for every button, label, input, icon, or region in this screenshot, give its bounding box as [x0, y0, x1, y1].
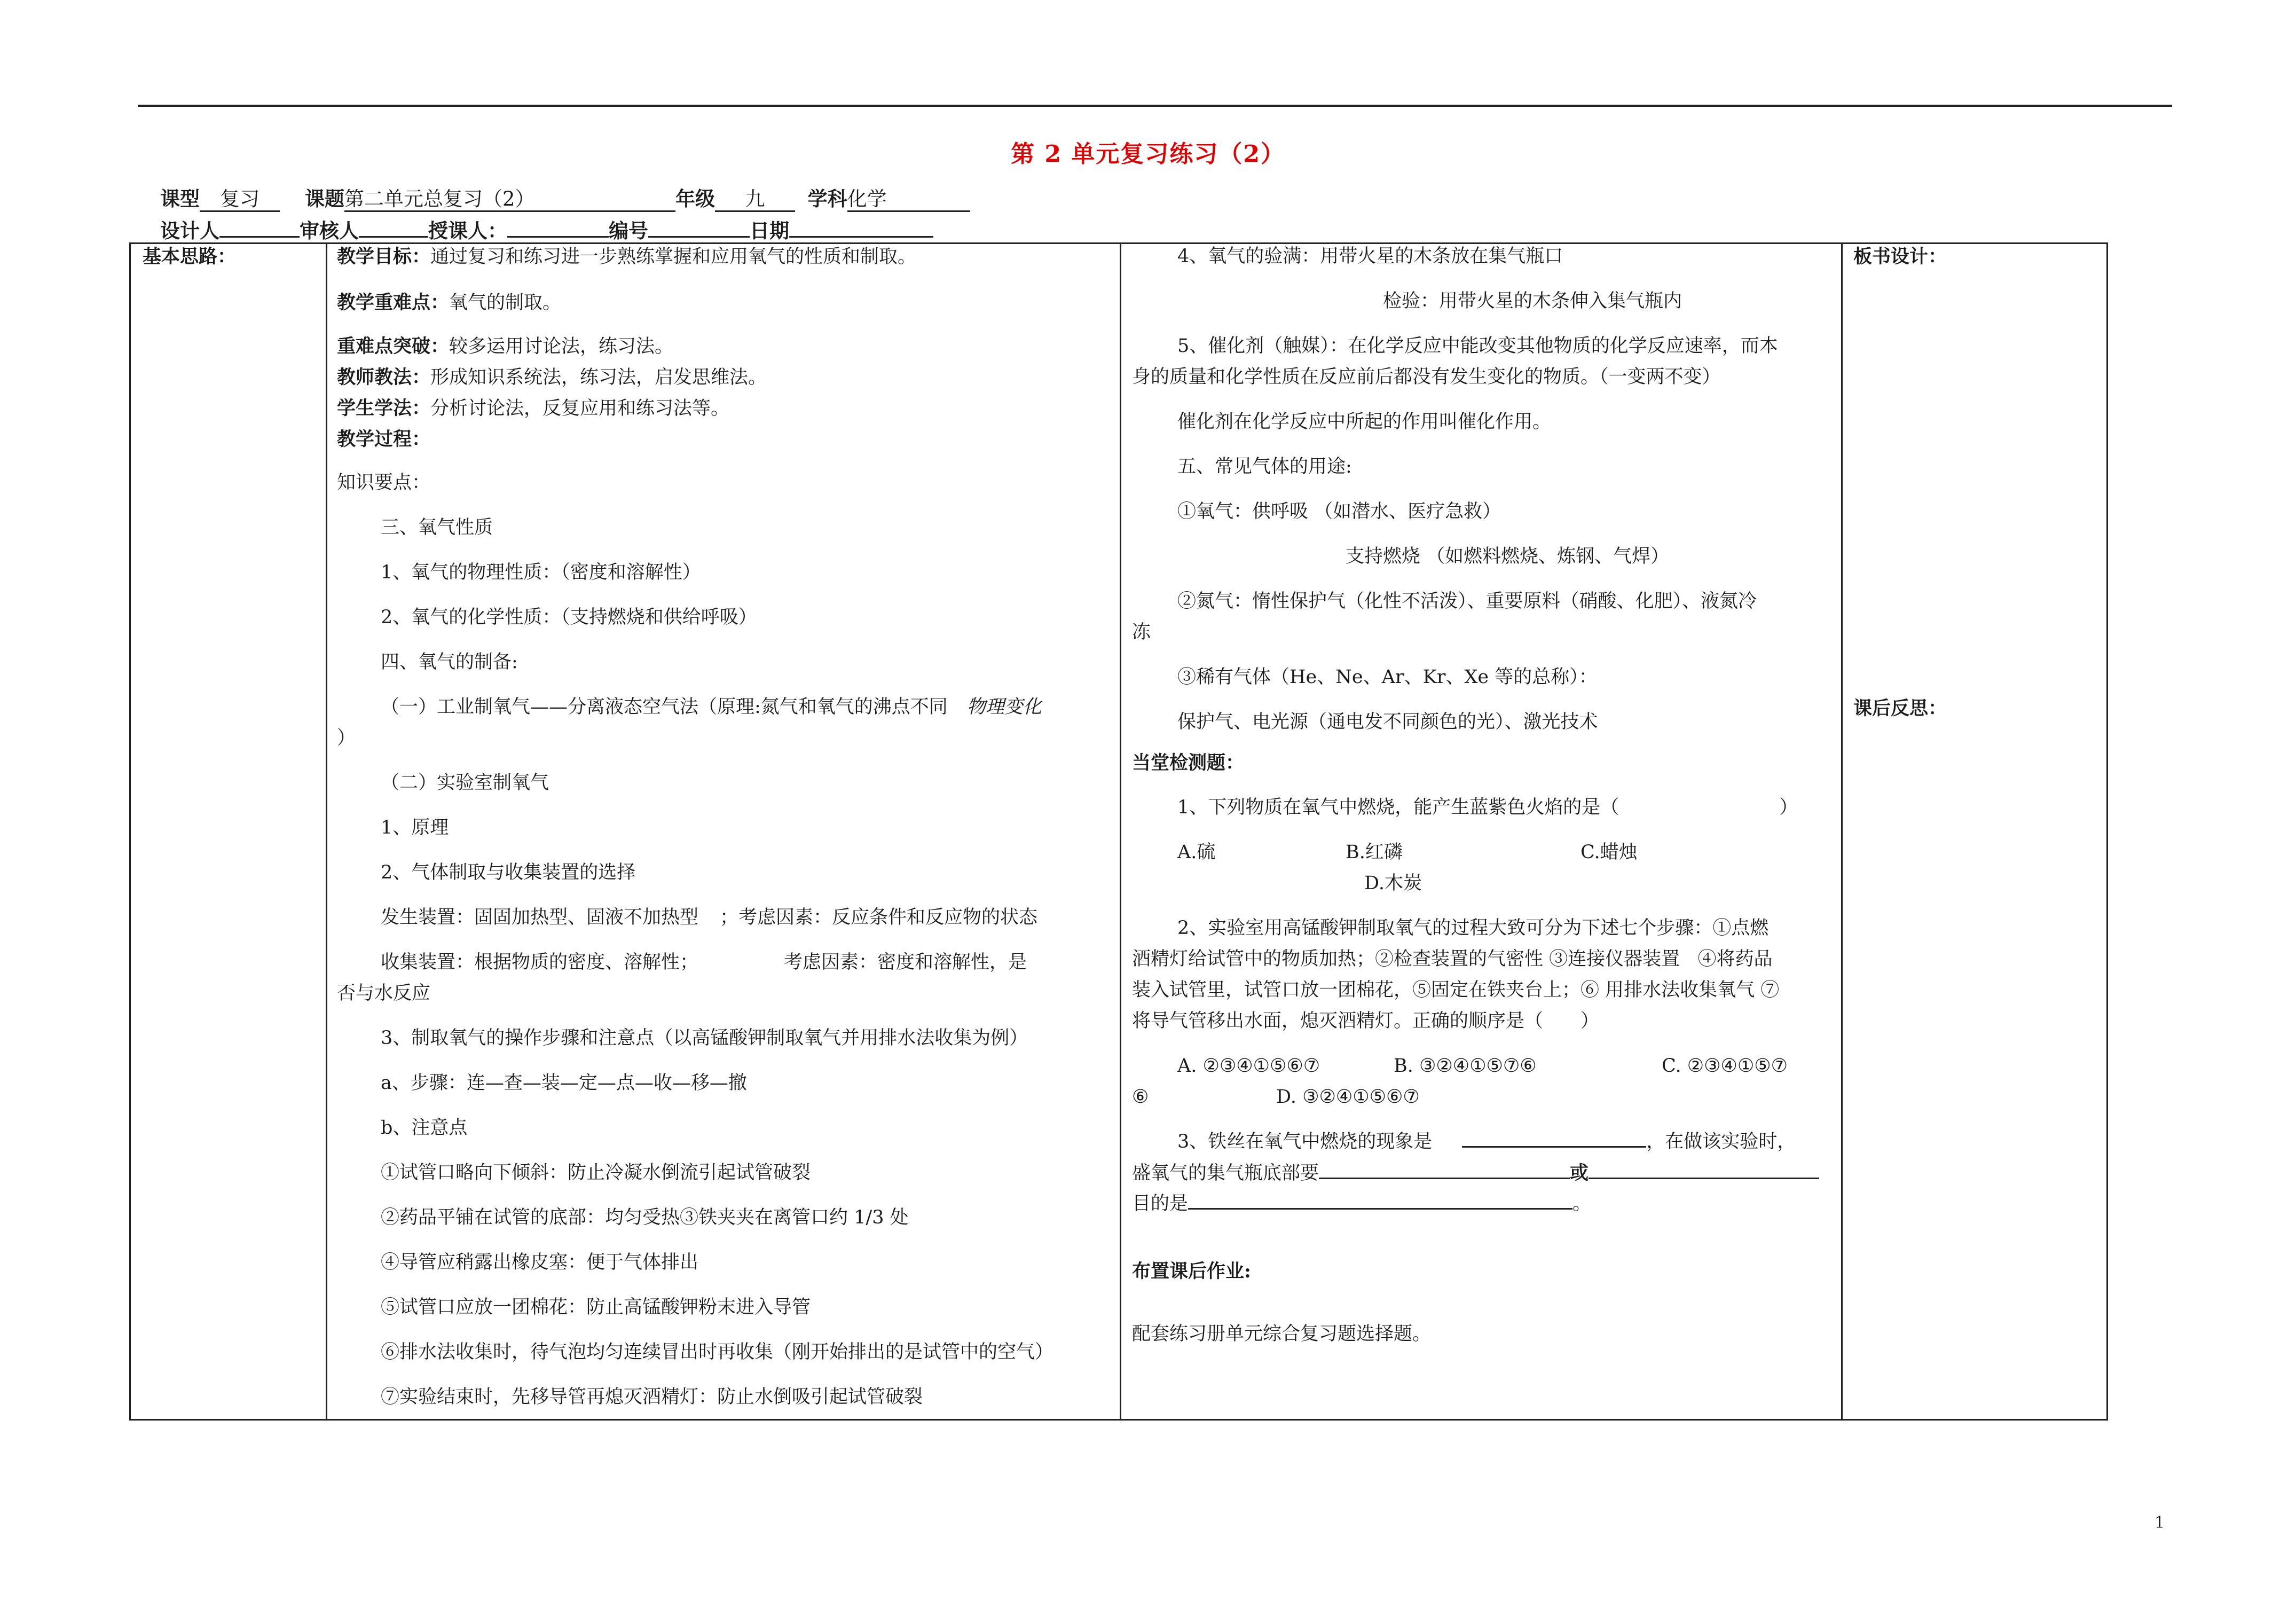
number-label: 编号: [609, 219, 648, 242]
question-1-close: ）: [1779, 797, 1798, 818]
date-label: 日期: [750, 219, 789, 242]
question-3-line-1: [1177, 1133, 1796, 1151]
teacher-method-text: 形成知识系统法，练习法，启发思维法。: [430, 367, 767, 388]
collector-factor: 考虑因素：密度和溶解性，是: [784, 952, 1027, 973]
subject-value: 化学: [847, 189, 970, 212]
question-2-line-4: [1132, 1012, 1599, 1031]
collector-text: 收集装置：根据物质的密度、溶解性；: [381, 952, 699, 973]
oxygen-test: 检验：用带火星的木条伸入集气瓶内: [1383, 291, 1682, 312]
homework-text: 配套练习册单元综合复习题选择题。: [1132, 1323, 1432, 1345]
question-3-blank-phenomenon[interactable]: [1462, 1146, 1646, 1148]
question-1-option-b: B.红磷: [1346, 842, 1403, 863]
in-class-test-label: 当堂检测题：: [1132, 752, 1245, 774]
question-2-line-2: 酒精灯给试管中的物质加热；②检查装置的气密性 ③连接仪器装置 ④将药品: [1132, 948, 1773, 970]
question-3-purpose: 目的是: [1132, 1193, 1189, 1214]
question-2-close: ）: [1581, 1010, 1600, 1032]
note-1: ①试管口略向下倾斜：防止冷凝水倒流引起试管破裂: [381, 1162, 811, 1183]
use-nitrogen-2: 冻: [1132, 622, 1151, 643]
question-3-line-2: [1132, 1164, 1819, 1183]
procedure-heading: 3、制取氧气的操作步骤和注意点（以高锰酸钾制取氧气并用排水法收集为例）: [381, 1027, 1028, 1049]
oxygen-full-check: 4、氧气的验满：用带火星的木条放在集气瓶口: [1177, 246, 1563, 267]
reviewer-blank: [359, 236, 428, 238]
question-2-option-a: A. ②③④①⑤⑥⑦: [1177, 1055, 1320, 1077]
question-3-line-3: [1132, 1195, 1591, 1213]
grade-value: 九: [715, 189, 795, 212]
breakthrough-line: [337, 337, 673, 356]
page-number: 1: [2155, 1513, 2165, 1532]
question-3-bottom: 盛氧气的集气瓶底部要: [1132, 1163, 1319, 1184]
question-1: [1177, 798, 1798, 817]
key-line: [337, 293, 561, 312]
basic-ideas-heading: 基本思路：: [143, 246, 237, 268]
student-method-label: 学生学法：: [337, 397, 431, 419]
subject-label: 学科: [807, 187, 847, 210]
question-3-blank-bottom-1[interactable]: [1319, 1178, 1570, 1179]
catalysis-definition: 催化剂在化学反应中所起的作用叫催化作用。: [1177, 411, 1552, 433]
designer-blank: [219, 236, 300, 238]
reviewer-label: 审核人: [300, 219, 359, 242]
process-label: 教学过程：: [337, 428, 431, 450]
use-noble-gas-uses: 保护气、电光源（通电发不同颜色的光）、激光技术: [1177, 711, 1598, 733]
topic-label: 课题: [305, 187, 345, 210]
physical-change: 物理变化: [966, 696, 1042, 718]
section-5: 五、常见气体的用途:: [1177, 456, 1352, 477]
top-rule: [138, 105, 2172, 107]
goal-line: [337, 247, 916, 266]
section-3-2: 2、氧气的化学性质：（支持燃烧和供给呼吸）: [381, 607, 757, 628]
note-2: ②药品平铺在试管的底部：均匀受热③铁夹夹在离管口约 1/3 处: [381, 1207, 909, 1228]
question-2-option-b: B. ③②④①⑤⑦⑥: [1394, 1055, 1537, 1077]
steps: a、步骤：连—查—装—定—点—收—移—撤: [381, 1072, 747, 1094]
generator-text: 发生装置：固固加热型、固液不加热型: [381, 907, 699, 928]
use-nitrogen-1: ②氮气：惰性保护气（化性不活泼）、重要原料（硝酸、化肥）、液氮冷: [1177, 591, 1757, 612]
teacher-method-label: 教师教法：: [337, 366, 431, 388]
notes-heading: b、注意点: [381, 1117, 468, 1139]
section-4: 四、氧气的制备:: [381, 652, 518, 673]
basic-ideas-column: [131, 244, 326, 1419]
question-3-tail: ，在做该实验时，: [1646, 1131, 1796, 1152]
board-design-column: [1843, 244, 2108, 1419]
use-oxygen: ①氧气：供呼吸 （如潜水、医疗急救）: [1177, 501, 1501, 522]
note-6: ⑥排水法收集时，待气泡均匀连续冒出时再收集（刚开始排出的是试管中的空气）: [381, 1341, 1054, 1363]
question-3-or: 或: [1570, 1162, 1589, 1184]
question-2-option-c: C. ②③④①⑤⑦: [1662, 1055, 1788, 1077]
section-3-1: 1、氧气的物理性质：（密度和溶解性）: [381, 562, 701, 583]
teacher-method-line: [337, 368, 767, 387]
question-3-blank-bottom-2[interactable]: [1589, 1178, 1819, 1179]
section-4-2: （二）实验室制氧气: [381, 772, 549, 794]
use-noble-gas: ③稀有气体（He、Ne、Ar、Kr、Xe 等的总称）：: [1177, 666, 1598, 688]
apparatus-selection: 2、气体制取与收集装置的选择: [381, 862, 636, 883]
knowledge-points: 知识要点：: [337, 472, 431, 493]
question-2-option-c-end: ⑥: [1132, 1086, 1149, 1108]
industrial-text: （一）工业制氧气——分离液态空气法（原理:氮气和氧气的沸点不同: [381, 696, 948, 718]
lesson-type-value: 复习: [200, 189, 280, 212]
question-2-option-d: D. ③②④①⑤⑥⑦: [1276, 1086, 1420, 1108]
document-title: 第 2 单元复习练习（2）: [1011, 140, 1285, 168]
number-blank: [648, 236, 750, 238]
key-label: 教学重难点：: [337, 292, 450, 313]
goal-text: 通过复习和练习进一步熟练掌握和应用氧气的性质和制取。: [430, 246, 917, 268]
question-3-blank-purpose[interactable]: [1188, 1208, 1572, 1210]
lesson-plan-table: [129, 242, 2108, 1421]
teacher-blank: [507, 236, 609, 238]
student-method-text: 分析讨论法，反复应用和练习法等。: [430, 398, 730, 419]
breakthrough-text: 较多运用讨论法，练习法。: [449, 336, 674, 357]
question-3-stem: 3、铁丝在氧气中燃烧的现象是: [1177, 1131, 1433, 1152]
note-4: ④导管应稍露出橡皮塞：便于气体排出: [381, 1252, 699, 1273]
question-1-option-a: A.硫: [1177, 842, 1216, 863]
designer-label: 设计人: [160, 219, 219, 242]
header-row-2: [160, 215, 933, 244]
student-method-line: [337, 399, 729, 418]
question-1-option-c: C.蜡烛: [1581, 842, 1638, 863]
generator-line: [381, 908, 1037, 927]
note-7: ⑦实验结束时，先移导管再熄灭酒精灯：防止水倒吸引起试管破裂: [381, 1386, 923, 1408]
date-blank: [789, 236, 933, 238]
board-design-label: 板书设计：: [1853, 246, 1947, 268]
grade-label: 年级: [675, 187, 715, 210]
generator-factor: ；考虑因素：反应条件和反应物的状态: [720, 907, 1038, 928]
question-1-stem: 1、下列物质在氧气中燃烧，能产生蓝紫色火焰的是（: [1177, 797, 1619, 818]
use-oxygen-combustion: 支持燃烧 （如燃料燃烧、炼钢、气焊）: [1346, 546, 1670, 567]
question-3-period: 。: [1572, 1193, 1592, 1214]
catalyst-line-2: 身的质量和化学性质在反应前后都没有发生变化的物质。（一变两不变）: [1132, 366, 1721, 388]
topic-value: 第二单元总复习（2）: [344, 189, 675, 212]
key-text: 氧气的制取。: [449, 292, 562, 313]
lesson-type-label: 课型: [160, 187, 200, 210]
section-3: 三、氧气性质: [381, 517, 493, 538]
catalyst-line-1: 5、催化剂（触媒）：在化学反应中能改变其他物质的化学反应速率，而本: [1177, 335, 1778, 357]
review-and-test-column: [1121, 244, 1841, 1419]
note-5: ⑤试管口应放一团棉花：防止高锰酸钾粉末进入导管: [381, 1297, 811, 1318]
question-2-line-1: 2、实验室用高锰酸钾制取氧气的过程大致可分为下述七个步骤：①点燃: [1177, 917, 1769, 939]
homework-label: 布置课后作业:: [1132, 1260, 1251, 1282]
teacher-label: 授课人：: [428, 219, 507, 242]
section-4-1-close: ）: [337, 727, 356, 749]
teaching-process-column: [327, 244, 1120, 1419]
section-4-1: [381, 698, 1042, 717]
question-2-line-3: 装入试管里，试管口放一团棉花，⑤固定在铁夹台上；⑥ 用排水法收集氧气 ⑦: [1132, 979, 1780, 1001]
question-1-option-d: D.木炭: [1364, 873, 1422, 894]
breakthrough-label: 重难点突破：: [337, 335, 450, 357]
header-row-1: [160, 183, 970, 212]
goal-label: 教学目标：: [337, 246, 431, 268]
reflection-label: 课后反思：: [1853, 697, 1947, 719]
principle: 1、原理: [381, 817, 449, 838]
question-2-stem-end: 将导气管移出水面，熄灭酒精灯。正确的顺序是（: [1132, 1010, 1544, 1032]
collector-line: [381, 953, 1027, 972]
collector-line-end: 否与水反应: [337, 983, 431, 1004]
